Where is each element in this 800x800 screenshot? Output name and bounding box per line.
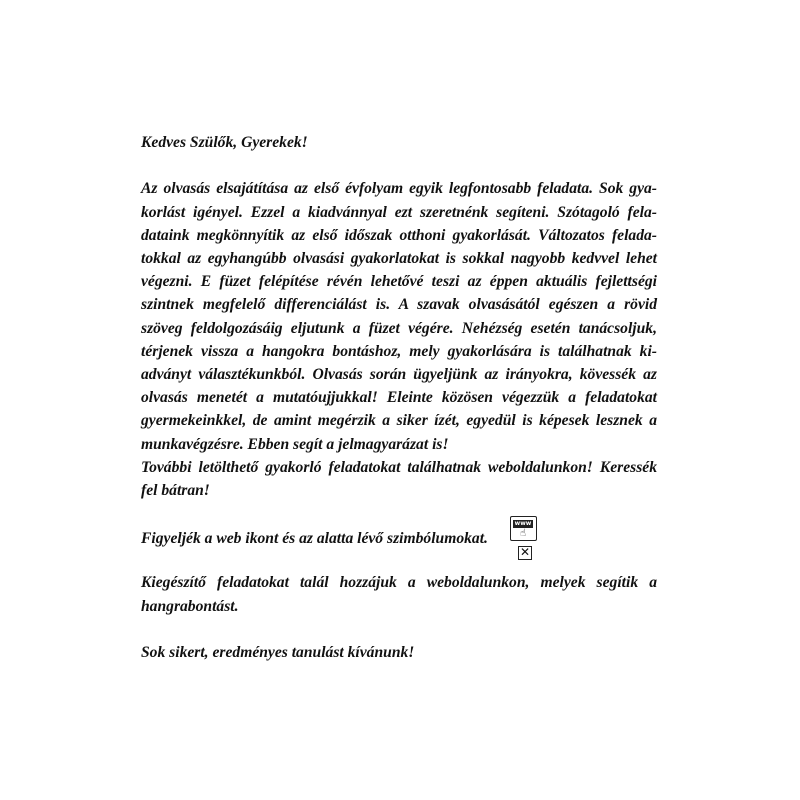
www-icon-label: www	[514, 520, 532, 528]
intro-line: adványt választékunkból. Olvasás során ügyeljünk az irányokra, kövessék az	[141, 366, 657, 384]
intro-line: gyermekeinkkel, de amint megérzik a siker ízét, egyedül is képesek lesznek a	[141, 412, 657, 430]
intro-line: munkavégzésre. Ebben segít a jelmagyarázat is!	[141, 435, 449, 453]
intro-line: olvasás menetét a mutatóujjukkal! Eleinte közösen végezzük a feladatokat	[141, 389, 657, 407]
intro-line: szöveg feldolgozásáig eljutunk a füzet végére. Nehézség esetén tanácsoljuk,	[141, 319, 657, 337]
extra-line: Kiegészítő feladatokat talál hozzájuk a weboldalunkon, melyek segítik a	[141, 574, 657, 592]
download-paragraph	[141, 456, 657, 502]
web-icon-note-row	[141, 520, 657, 571]
spacer	[141, 502, 657, 525]
spacer	[141, 618, 657, 641]
closing: Sok sikert, eredményes tanulást kívánunk!	[141, 644, 415, 662]
x-box-icon: ✕	[519, 545, 531, 560]
intro-paragraph	[141, 177, 657, 455]
extra-paragraph	[141, 571, 657, 617]
hand-cursor-icon: ☝	[520, 528, 527, 540]
www-hand-cursor-icon	[510, 516, 537, 541]
intro-line: térjenek vissza a hangokra bontáshoz, mely gyakorlására is találhatnak ki-	[141, 342, 657, 360]
extra-line: hangrabontást.	[141, 597, 239, 615]
intro-line: tokkal az egyhangúbb olvasási gyakorlatokat is sokkal nagyobb kedvvel lehet	[141, 250, 657, 267]
spacer	[141, 154, 657, 177]
letter	[141, 131, 657, 664]
intro-line: végezni. E füzet felépítése révén lehetővé teszi az éppen aktuális fejlettségi	[141, 273, 657, 291]
greeting: Kedves Szülők, Gyerekek!	[141, 134, 308, 151]
web-icon-note: Figyeljék a web ikont és az alatta lévő szimbólumokat.	[141, 530, 488, 548]
intro-line: Az olvasás elsajátítása az első évfolyam egyik legfontosabb feladata. Sok gya-	[141, 180, 657, 198]
download-line: fel bátran!	[141, 482, 210, 500]
intro-line: szintnek megfelelő differenciálást is. A szavak olvasásától egészen a rövid	[141, 296, 657, 314]
download-line: További letölthető gyakorló feladatokat találhatnak weboldalunkon! Keressék	[141, 458, 657, 476]
intro-line: dataink megkönnyítik az első időszak otthoni gyakorlását. Változatos felada-	[141, 226, 657, 244]
intro-line: korlást igényel. Ezzel a kiadvánnyal ezt szeretnénk segíteni. Szótagoló fela-	[141, 203, 657, 221]
